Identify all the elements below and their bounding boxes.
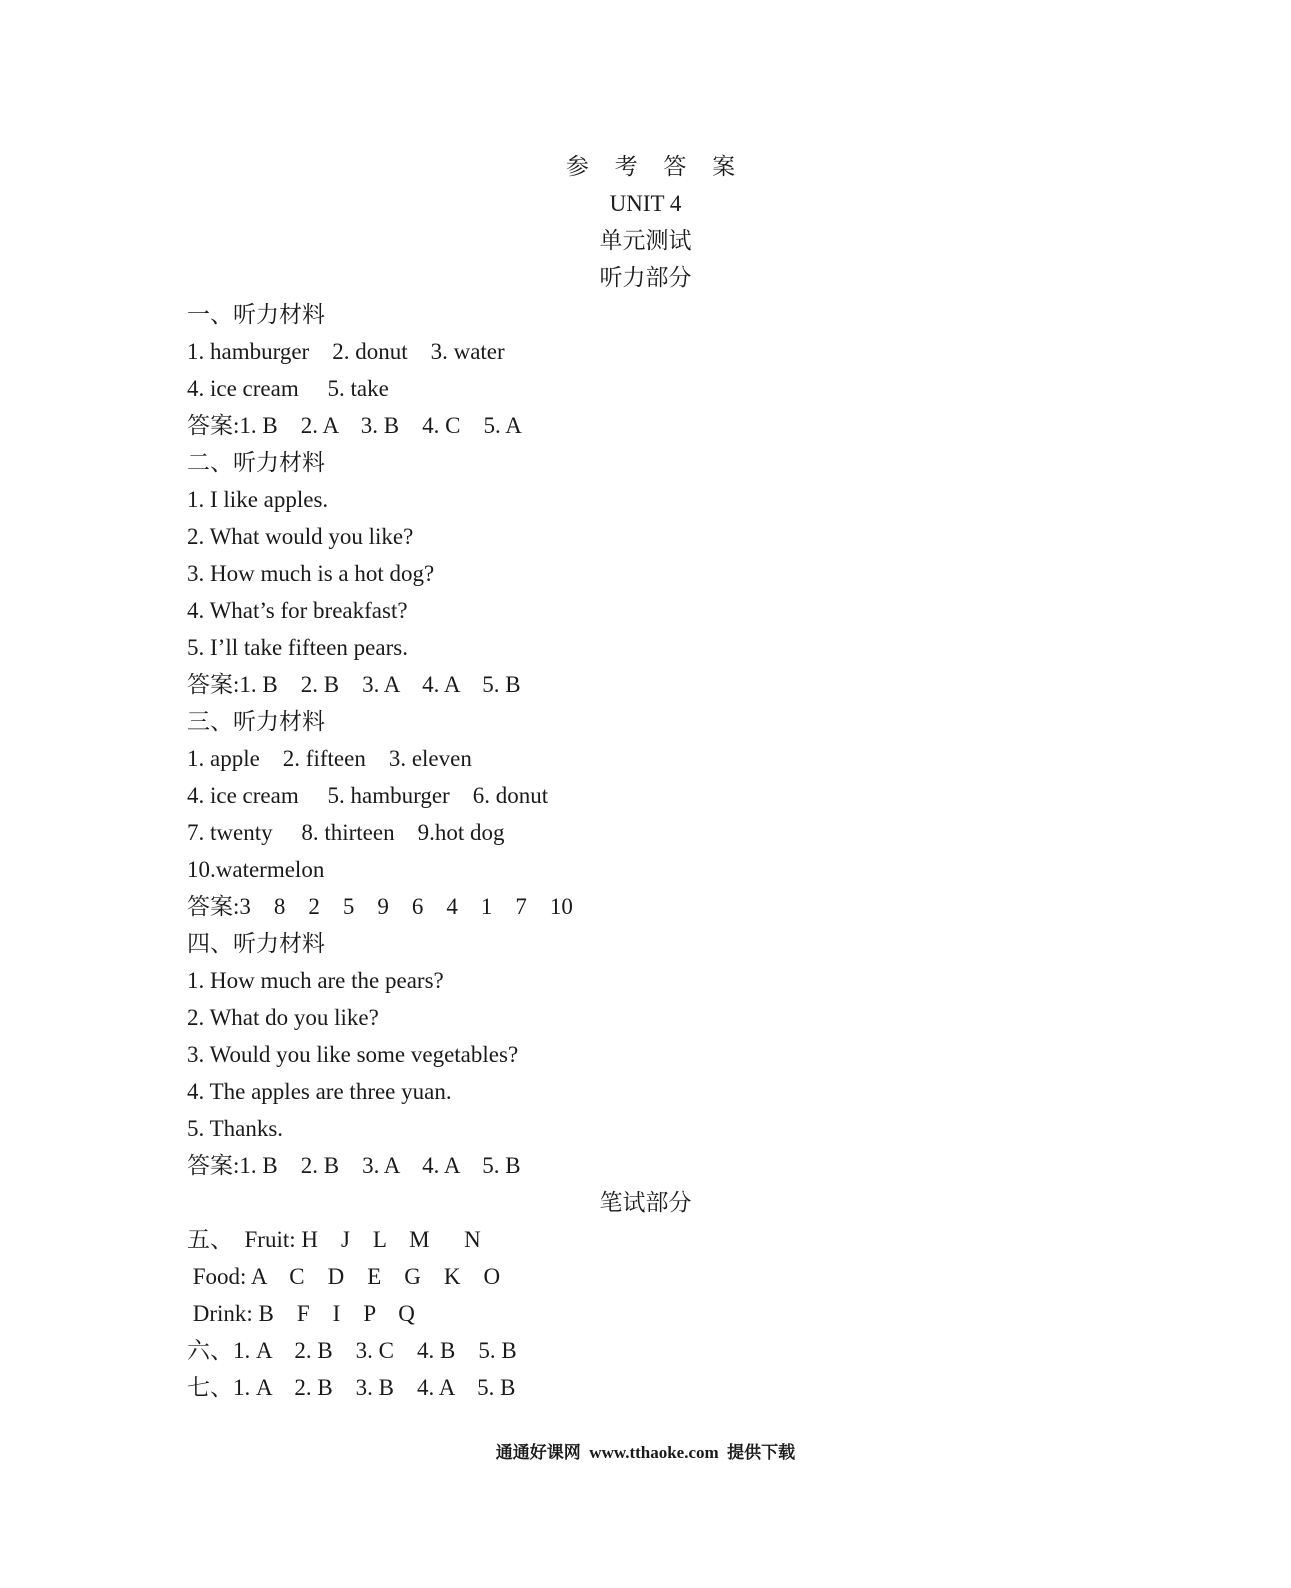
answer-line: Drink: B F I P Q <box>187 1301 415 1326</box>
answer-line: 3. How much is a hot dog? <box>187 561 435 586</box>
answer-line: 4. What’s for breakfast? <box>187 598 408 623</box>
answer-line: 四、听力材料 <box>187 931 325 956</box>
answer-line: 7. twenty 8. thirteen 9.hot dog <box>187 820 505 845</box>
answer-line: 5. I’ll take fifteen pears. <box>187 635 408 660</box>
answer-line: 答案:3 8 2 5 9 6 4 1 7 10 <box>187 894 573 919</box>
answer-line: 4. ice cream 5. hamburger 6. donut <box>187 783 549 808</box>
answer-line: 4. ice cream 5. take <box>187 376 389 401</box>
answer-line: 1. apple 2. fifteen 3. eleven <box>187 746 472 771</box>
page-title: 参 考 答 案 <box>565 154 746 179</box>
answer-line: 10.watermelon <box>187 857 325 882</box>
writing-section-heading: 笔试部分 <box>599 1190 692 1215</box>
answer-line: 答案:1. B 2. B 3. A 4. A 5. B <box>187 672 521 697</box>
answer-line: 六、1. A 2. B 3. C 4. B 5. B <box>187 1338 517 1363</box>
answer-line: 1. How much are the pears? <box>187 968 444 993</box>
answer-line: 五、 Fruit: H J L M N <box>187 1227 481 1252</box>
answer-line: Food: A C D E G K O <box>187 1264 501 1289</box>
answer-line: 答案:1. B 2. B 3. A 4. A 5. B <box>187 1153 521 1178</box>
answer-line: 5. Thanks. <box>187 1116 284 1141</box>
answer-line: 答案:1. B 2. A 3. B 4. C 5. A <box>187 413 522 438</box>
test-heading: 单元测试 <box>599 228 692 253</box>
download-footer: 通通好课网 www.tthaoke.com 提供下载 <box>495 1443 796 1462</box>
answer-line: 二、听力材料 <box>187 450 325 475</box>
answer-line: 2. What do you like? <box>187 1005 379 1030</box>
answer-line: 2. What would you like? <box>187 524 414 549</box>
answer-line: 一、听力材料 <box>187 302 325 327</box>
unit-heading: UNIT 4 <box>609 191 682 216</box>
answer-line: 4. The apples are three yuan. <box>187 1079 452 1104</box>
answer-line: 七、1. A 2. B 3. B 4. A 5. B <box>187 1375 516 1400</box>
answer-line: 三、听力材料 <box>187 709 325 734</box>
listening-section-heading: 听力部分 <box>599 265 692 290</box>
answer-body <box>187 300 1087 1410</box>
answer-line: 3. Would you like some vegetables? <box>187 1042 519 1067</box>
answer-line: 1. I like apples. <box>187 487 329 512</box>
answer-line: 1. hamburger 2. donut 3. water <box>187 339 505 364</box>
